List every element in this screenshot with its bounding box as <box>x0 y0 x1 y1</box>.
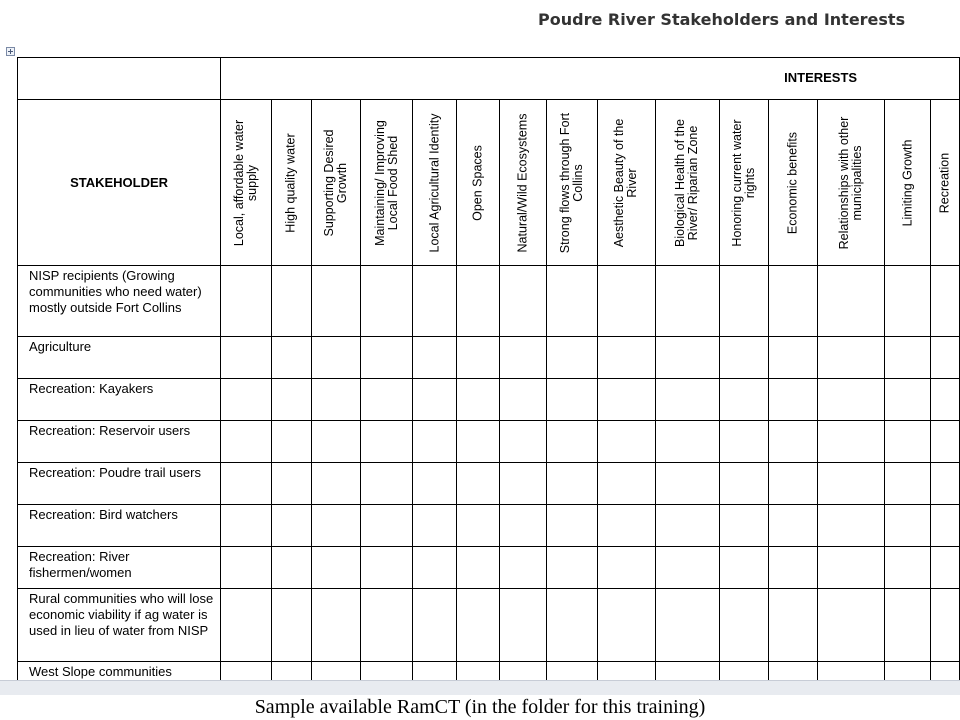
interest-column-header <box>360 100 413 266</box>
table-row <box>18 421 960 463</box>
corner-cell <box>18 58 221 100</box>
status-bar <box>0 680 960 695</box>
interest-label: Maintaining/ Improving Local Food Shed <box>372 119 400 246</box>
interest-cell[interactable] <box>457 379 499 421</box>
interest-cell[interactable] <box>818 421 885 463</box>
interest-cell[interactable] <box>499 266 547 337</box>
interest-cell[interactable] <box>769 463 818 505</box>
interest-cell[interactable] <box>312 463 361 505</box>
interest-cell[interactable] <box>598 421 655 463</box>
stakeholder-cell: Agriculture <box>18 337 221 379</box>
interest-cell[interactable] <box>221 547 272 589</box>
interest-cell[interactable] <box>457 463 499 505</box>
interest-cell[interactable] <box>413 463 457 505</box>
interest-cell[interactable] <box>655 463 719 505</box>
interest-cell[interactable] <box>271 421 311 463</box>
table-row <box>18 266 960 337</box>
interest-cell[interactable] <box>547 547 598 589</box>
interest-cell[interactable] <box>312 505 361 547</box>
interests-header-row <box>18 58 960 100</box>
interest-cell[interactable] <box>499 505 547 547</box>
interest-cell[interactable] <box>719 547 769 589</box>
interest-cell[interactable] <box>413 421 457 463</box>
interest-cell[interactable] <box>312 662 361 681</box>
interest-cell[interactable] <box>818 505 885 547</box>
interest-cell[interactable] <box>457 547 499 589</box>
interest-column-header <box>221 100 272 266</box>
stakeholder-cell: Recreation: Poudre trail users <box>18 463 221 505</box>
interest-cell[interactable] <box>818 337 885 379</box>
interest-cell[interactable] <box>413 547 457 589</box>
interest-label: Economic benefits <box>785 131 800 234</box>
interest-cell[interactable] <box>769 379 818 421</box>
interest-cell[interactable] <box>360 463 413 505</box>
interest-cell[interactable] <box>598 505 655 547</box>
interest-cell[interactable] <box>457 505 499 547</box>
interest-cell[interactable] <box>769 547 818 589</box>
table-row <box>18 589 960 662</box>
interest-cell[interactable] <box>360 547 413 589</box>
interest-cell[interactable] <box>547 505 598 547</box>
interest-cell[interactable] <box>312 379 361 421</box>
interest-cell[interactable] <box>221 662 272 681</box>
table-row <box>18 662 960 681</box>
interest-column-header <box>499 100 547 266</box>
column-header-row <box>18 100 960 266</box>
interests-label: INTERESTS <box>784 70 858 85</box>
interest-cell[interactable] <box>413 662 457 681</box>
interest-cell[interactable] <box>457 662 499 681</box>
interest-cell[interactable] <box>499 589 547 662</box>
interest-cell[interactable] <box>769 662 818 681</box>
interest-column-header <box>457 100 499 266</box>
interest-cell[interactable] <box>885 379 931 421</box>
interest-label: Relationships with other municipalities <box>837 116 865 249</box>
interest-cell[interactable] <box>655 505 719 547</box>
interest-column-header <box>271 100 311 266</box>
table-row <box>18 379 960 421</box>
interest-cell[interactable] <box>719 589 769 662</box>
interest-cell[interactable] <box>271 266 311 337</box>
interest-cell[interactable] <box>413 266 457 337</box>
interest-cell[interactable] <box>413 589 457 662</box>
interest-cell[interactable] <box>457 266 499 337</box>
interest-cell[interactable] <box>885 505 931 547</box>
interest-cell[interactable] <box>271 547 311 589</box>
interest-cell[interactable] <box>499 421 547 463</box>
interest-cell[interactable] <box>221 421 272 463</box>
interest-cell[interactable] <box>885 662 931 681</box>
footer-caption: Sample available RamCT (in the folder for this training) <box>254 696 706 718</box>
interest-cell[interactable] <box>655 589 719 662</box>
interest-cell[interactable] <box>719 266 769 337</box>
interest-column-header <box>312 100 361 266</box>
interest-column-header <box>598 100 655 266</box>
interest-cell[interactable] <box>769 589 818 662</box>
interest-cell[interactable] <box>499 547 547 589</box>
interest-cell[interactable] <box>547 421 598 463</box>
interest-cell[interactable] <box>885 337 931 379</box>
interest-cell[interactable] <box>221 589 272 662</box>
table-row <box>18 337 960 379</box>
stakeholder-cell: Rural communities who will lose economic viability if ag water is used in lieu of water from NISP <box>18 589 221 662</box>
table-row <box>18 547 960 589</box>
interest-cell[interactable] <box>547 463 598 505</box>
interest-cell[interactable] <box>499 662 547 681</box>
interest-cell[interactable] <box>271 589 311 662</box>
interest-cell[interactable] <box>271 337 311 379</box>
stakeholder-cell: West Slope communities <box>18 662 221 681</box>
interest-cell[interactable] <box>360 266 413 337</box>
interest-cell[interactable] <box>271 463 311 505</box>
interest-cell[interactable] <box>547 337 598 379</box>
interest-cell[interactable] <box>598 463 655 505</box>
interest-cell[interactable] <box>931 589 960 662</box>
interest-cell[interactable] <box>360 662 413 681</box>
stakeholder-table <box>17 57 960 680</box>
interest-cell[interactable] <box>221 266 272 337</box>
interest-cell[interactable] <box>360 379 413 421</box>
interest-cell[interactable] <box>271 662 311 681</box>
stakeholder-header: STAKEHOLDER <box>18 100 221 266</box>
interest-cell[interactable] <box>271 379 311 421</box>
interest-cell[interactable] <box>413 379 457 421</box>
interest-column-header <box>719 100 769 266</box>
interest-cell[interactable] <box>655 266 719 337</box>
interest-cell[interactable] <box>931 662 960 681</box>
interest-cell[interactable] <box>598 662 655 681</box>
interest-cell[interactable] <box>547 662 598 681</box>
stakeholder-cell: NISP recipients (Growing communities who need water) mostly outside Fort Collins <box>18 266 221 337</box>
interest-column-header <box>769 100 818 266</box>
interest-cell[interactable] <box>598 547 655 589</box>
interest-cell[interactable] <box>271 505 311 547</box>
interest-cell[interactable] <box>312 421 361 463</box>
interest-cell[interactable] <box>719 379 769 421</box>
interest-cell[interactable] <box>818 662 885 681</box>
interest-cell[interactable] <box>457 421 499 463</box>
interest-cell[interactable] <box>655 379 719 421</box>
interest-cell[interactable] <box>931 421 960 463</box>
interest-cell[interactable] <box>360 337 413 379</box>
interest-label: Recreation <box>937 152 952 213</box>
interest-cell[interactable] <box>885 547 931 589</box>
interest-cell[interactable] <box>931 547 960 589</box>
interest-label: Open Spaces <box>470 144 485 221</box>
interest-cell[interactable] <box>931 505 960 547</box>
interest-label: High quality water <box>283 132 298 233</box>
interest-cell[interactable] <box>499 379 547 421</box>
stakeholder-cell: Recreation: Kayakers <box>18 379 221 421</box>
interest-label: Honoring current water rights <box>730 118 758 247</box>
interest-cell[interactable] <box>719 505 769 547</box>
interest-cell[interactable] <box>885 463 931 505</box>
interest-cell[interactable] <box>719 463 769 505</box>
interest-cell[interactable] <box>719 337 769 379</box>
interest-cell[interactable] <box>547 266 598 337</box>
interest-cell[interactable] <box>655 337 719 379</box>
interest-cell[interactable] <box>598 337 655 379</box>
interest-cell[interactable] <box>769 337 818 379</box>
interest-cell[interactable] <box>931 463 960 505</box>
interest-cell[interactable] <box>769 266 818 337</box>
interest-column-header <box>547 100 598 266</box>
document-title: Poudre River Stakeholders and Interests <box>538 10 906 29</box>
interest-cell[interactable] <box>221 337 272 379</box>
interest-label: Local, affordable water supply <box>231 119 259 246</box>
interest-cell[interactable] <box>547 379 598 421</box>
interest-cell[interactable] <box>457 589 499 662</box>
interest-cell[interactable] <box>885 266 931 337</box>
interest-cell[interactable] <box>655 421 719 463</box>
interest-cell[interactable] <box>769 505 818 547</box>
interest-label: Local Agricultural Identity <box>427 113 442 252</box>
interest-cell[interactable] <box>818 266 885 337</box>
interest-cell[interactable] <box>547 589 598 662</box>
interests-header-cell <box>221 58 960 100</box>
interest-cell[interactable] <box>719 662 769 681</box>
interest-cell[interactable] <box>221 379 272 421</box>
stakeholder-cell: Recreation: River fishermen/women <box>18 547 221 589</box>
interest-label: Supporting Desired Growth <box>321 129 349 237</box>
interest-cell[interactable] <box>719 421 769 463</box>
interest-column-header <box>818 100 885 266</box>
interest-cell[interactable] <box>931 337 960 379</box>
interest-cell[interactable] <box>360 589 413 662</box>
table-row <box>18 505 960 547</box>
interest-cell[interactable] <box>818 379 885 421</box>
interest-column-header <box>931 100 960 266</box>
interest-cell[interactable] <box>885 589 931 662</box>
interest-cell[interactable] <box>931 379 960 421</box>
interest-cell[interactable] <box>598 266 655 337</box>
interest-cell[interactable] <box>499 337 547 379</box>
interest-cell[interactable] <box>769 421 818 463</box>
interest-label: Aesthetic Beauty of the River <box>612 118 640 247</box>
interest-cell[interactable] <box>499 463 547 505</box>
interest-cell[interactable] <box>221 505 272 547</box>
interest-cell[interactable] <box>312 266 361 337</box>
interest-cell[interactable] <box>360 505 413 547</box>
interest-cell[interactable] <box>885 421 931 463</box>
interest-cell[interactable] <box>818 589 885 662</box>
interest-cell[interactable] <box>413 337 457 379</box>
interest-column-header <box>655 100 719 266</box>
stakeholder-cell: Recreation: Bird watchers <box>18 505 221 547</box>
interest-cell[interactable] <box>457 337 499 379</box>
table-row <box>18 463 960 505</box>
interest-cell[interactable] <box>655 662 719 681</box>
interest-cell[interactable] <box>818 547 885 589</box>
interest-cell[interactable] <box>360 421 413 463</box>
interest-cell[interactable] <box>655 547 719 589</box>
stakeholder-cell: Recreation: Reservoir users <box>18 421 221 463</box>
interest-cell[interactable] <box>312 337 361 379</box>
interest-cell[interactable] <box>598 589 655 662</box>
interest-cell[interactable] <box>598 379 655 421</box>
interest-column-header <box>413 100 457 266</box>
interest-cell[interactable] <box>221 463 272 505</box>
interest-cell[interactable] <box>312 589 361 662</box>
interest-cell[interactable] <box>413 505 457 547</box>
interest-cell[interactable] <box>818 463 885 505</box>
interest-label: Limiting Growth <box>900 139 915 226</box>
interest-cell[interactable] <box>931 266 960 337</box>
interest-column-header <box>885 100 931 266</box>
interest-label: Strong flows through Fort Collins <box>558 112 586 253</box>
interest-label: Biological Health of the River/ Riparian Zone <box>673 118 701 247</box>
interest-label: Natural/Wild Ecosystems <box>515 113 530 252</box>
interest-cell[interactable] <box>312 547 361 589</box>
